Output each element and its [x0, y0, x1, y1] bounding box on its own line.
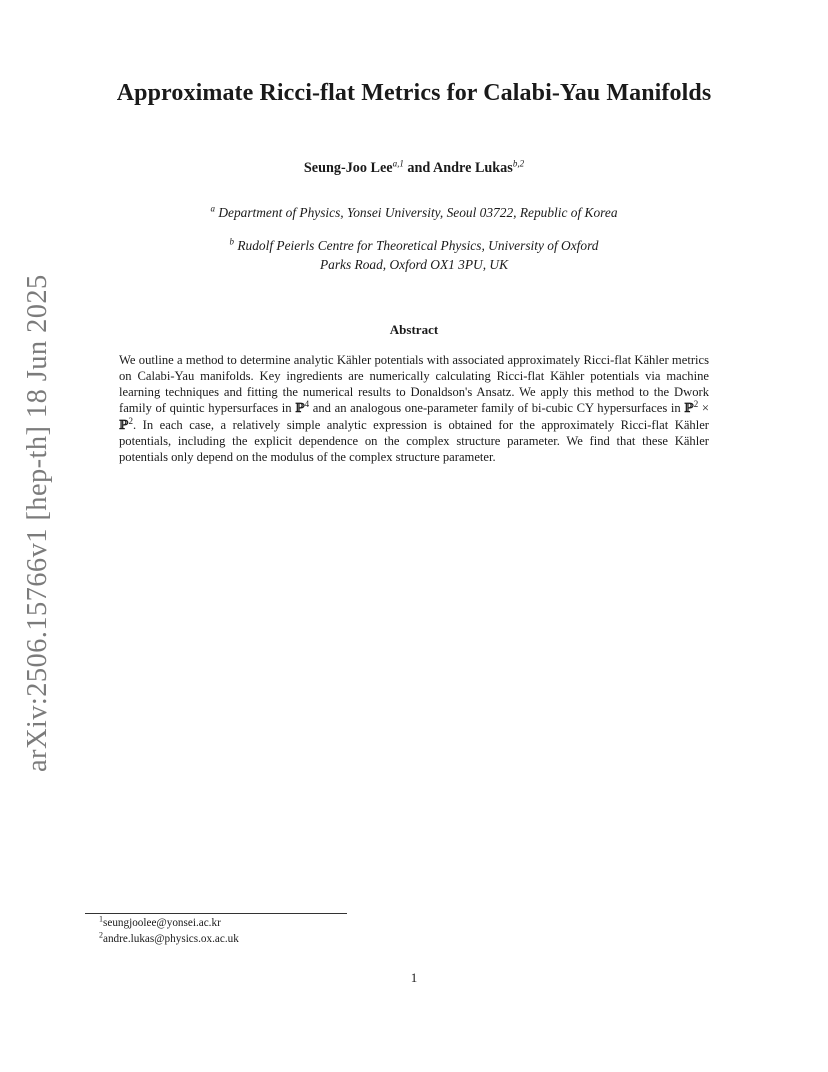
- affiliation-text: Department of Physics, Yonsei University, Seoul 03722, Republic of Korea: [218, 205, 618, 220]
- author-name: Seung-Joo Lee: [303, 160, 393, 176]
- author-conjunction: and: [407, 160, 431, 176]
- arxiv-stamp: arXiv:2506.15766v1 [hep-th] 18 Jun 2025: [22, 274, 53, 772]
- abstract-text: We outline a method to determine analytic Kähler potentials with associated approximately Ricci-flat Kähler metrics on Calabi-Yau manifolds. Key ingredients are numerically calculating Ricci-flat Kähler potentials via machine learning techniques and fitting the numerical results to Donaldson's Ansatz. We apply this method to the Dwork family of quintic hypersurfaces in: [119, 353, 709, 416]
- projective-space-symbol: ℙ: [295, 400, 305, 416]
- affiliation-a: [0, 205, 828, 221]
- exponent: 4: [304, 399, 310, 410]
- author-name: Andre Lukas: [433, 160, 513, 176]
- footnote-divider: [85, 913, 347, 914]
- author-line: [0, 160, 828, 177]
- affiliation-mark: b: [229, 236, 234, 247]
- abstract-text: and an analogous one-parameter family of bi-cubic CY hypersurfaces in: [309, 401, 685, 416]
- exponent: 2: [128, 416, 133, 426]
- author-affiliation-mark: b,2: [512, 158, 525, 169]
- footnote: [99, 914, 221, 929]
- page-number: 1: [410, 970, 418, 985]
- footnote-email[interactable]: andre.lukas@physics.ox.ac.uk: [103, 933, 239, 945]
- affiliation-address: Parks Road, Oxford OX1 3PU, UK: [319, 257, 509, 272]
- abstract-text: . In each case, a relatively simple analytic expression is obtained for the approximately Ricci-flat Kähler potentials, including the explicit dependence on the complex structure parameter. We find that these Kähler potentials only depend on the modulus of the complex structure parameter.: [119, 418, 709, 464]
- author-affiliation-mark: a,1: [392, 158, 404, 169]
- affiliation-mark: a: [210, 203, 215, 214]
- paper-title: Approximate Ricci-flat Metrics for Calabi-Yau Manifolds: [116, 80, 712, 106]
- projective-space-symbol: ℙ: [119, 417, 129, 433]
- footnote-email[interactable]: seungjoolee@yonsei.ac.kr: [103, 917, 221, 929]
- footnote-mark: 2: [99, 930, 103, 940]
- affiliation-b: [0, 236, 828, 274]
- abstract-heading: Abstract: [389, 322, 439, 337]
- footnote-mark: 1: [99, 914, 103, 924]
- affiliation-text: Rudolf Peierls Centre for Theoretical Physics, University of Oxford: [237, 238, 599, 253]
- abstract-body: [119, 353, 709, 466]
- times-symbol: ×: [698, 401, 709, 416]
- projective-space-symbol: ℙ: [684, 400, 694, 416]
- footnote: [99, 930, 239, 945]
- exponent: 2: [693, 399, 699, 410]
